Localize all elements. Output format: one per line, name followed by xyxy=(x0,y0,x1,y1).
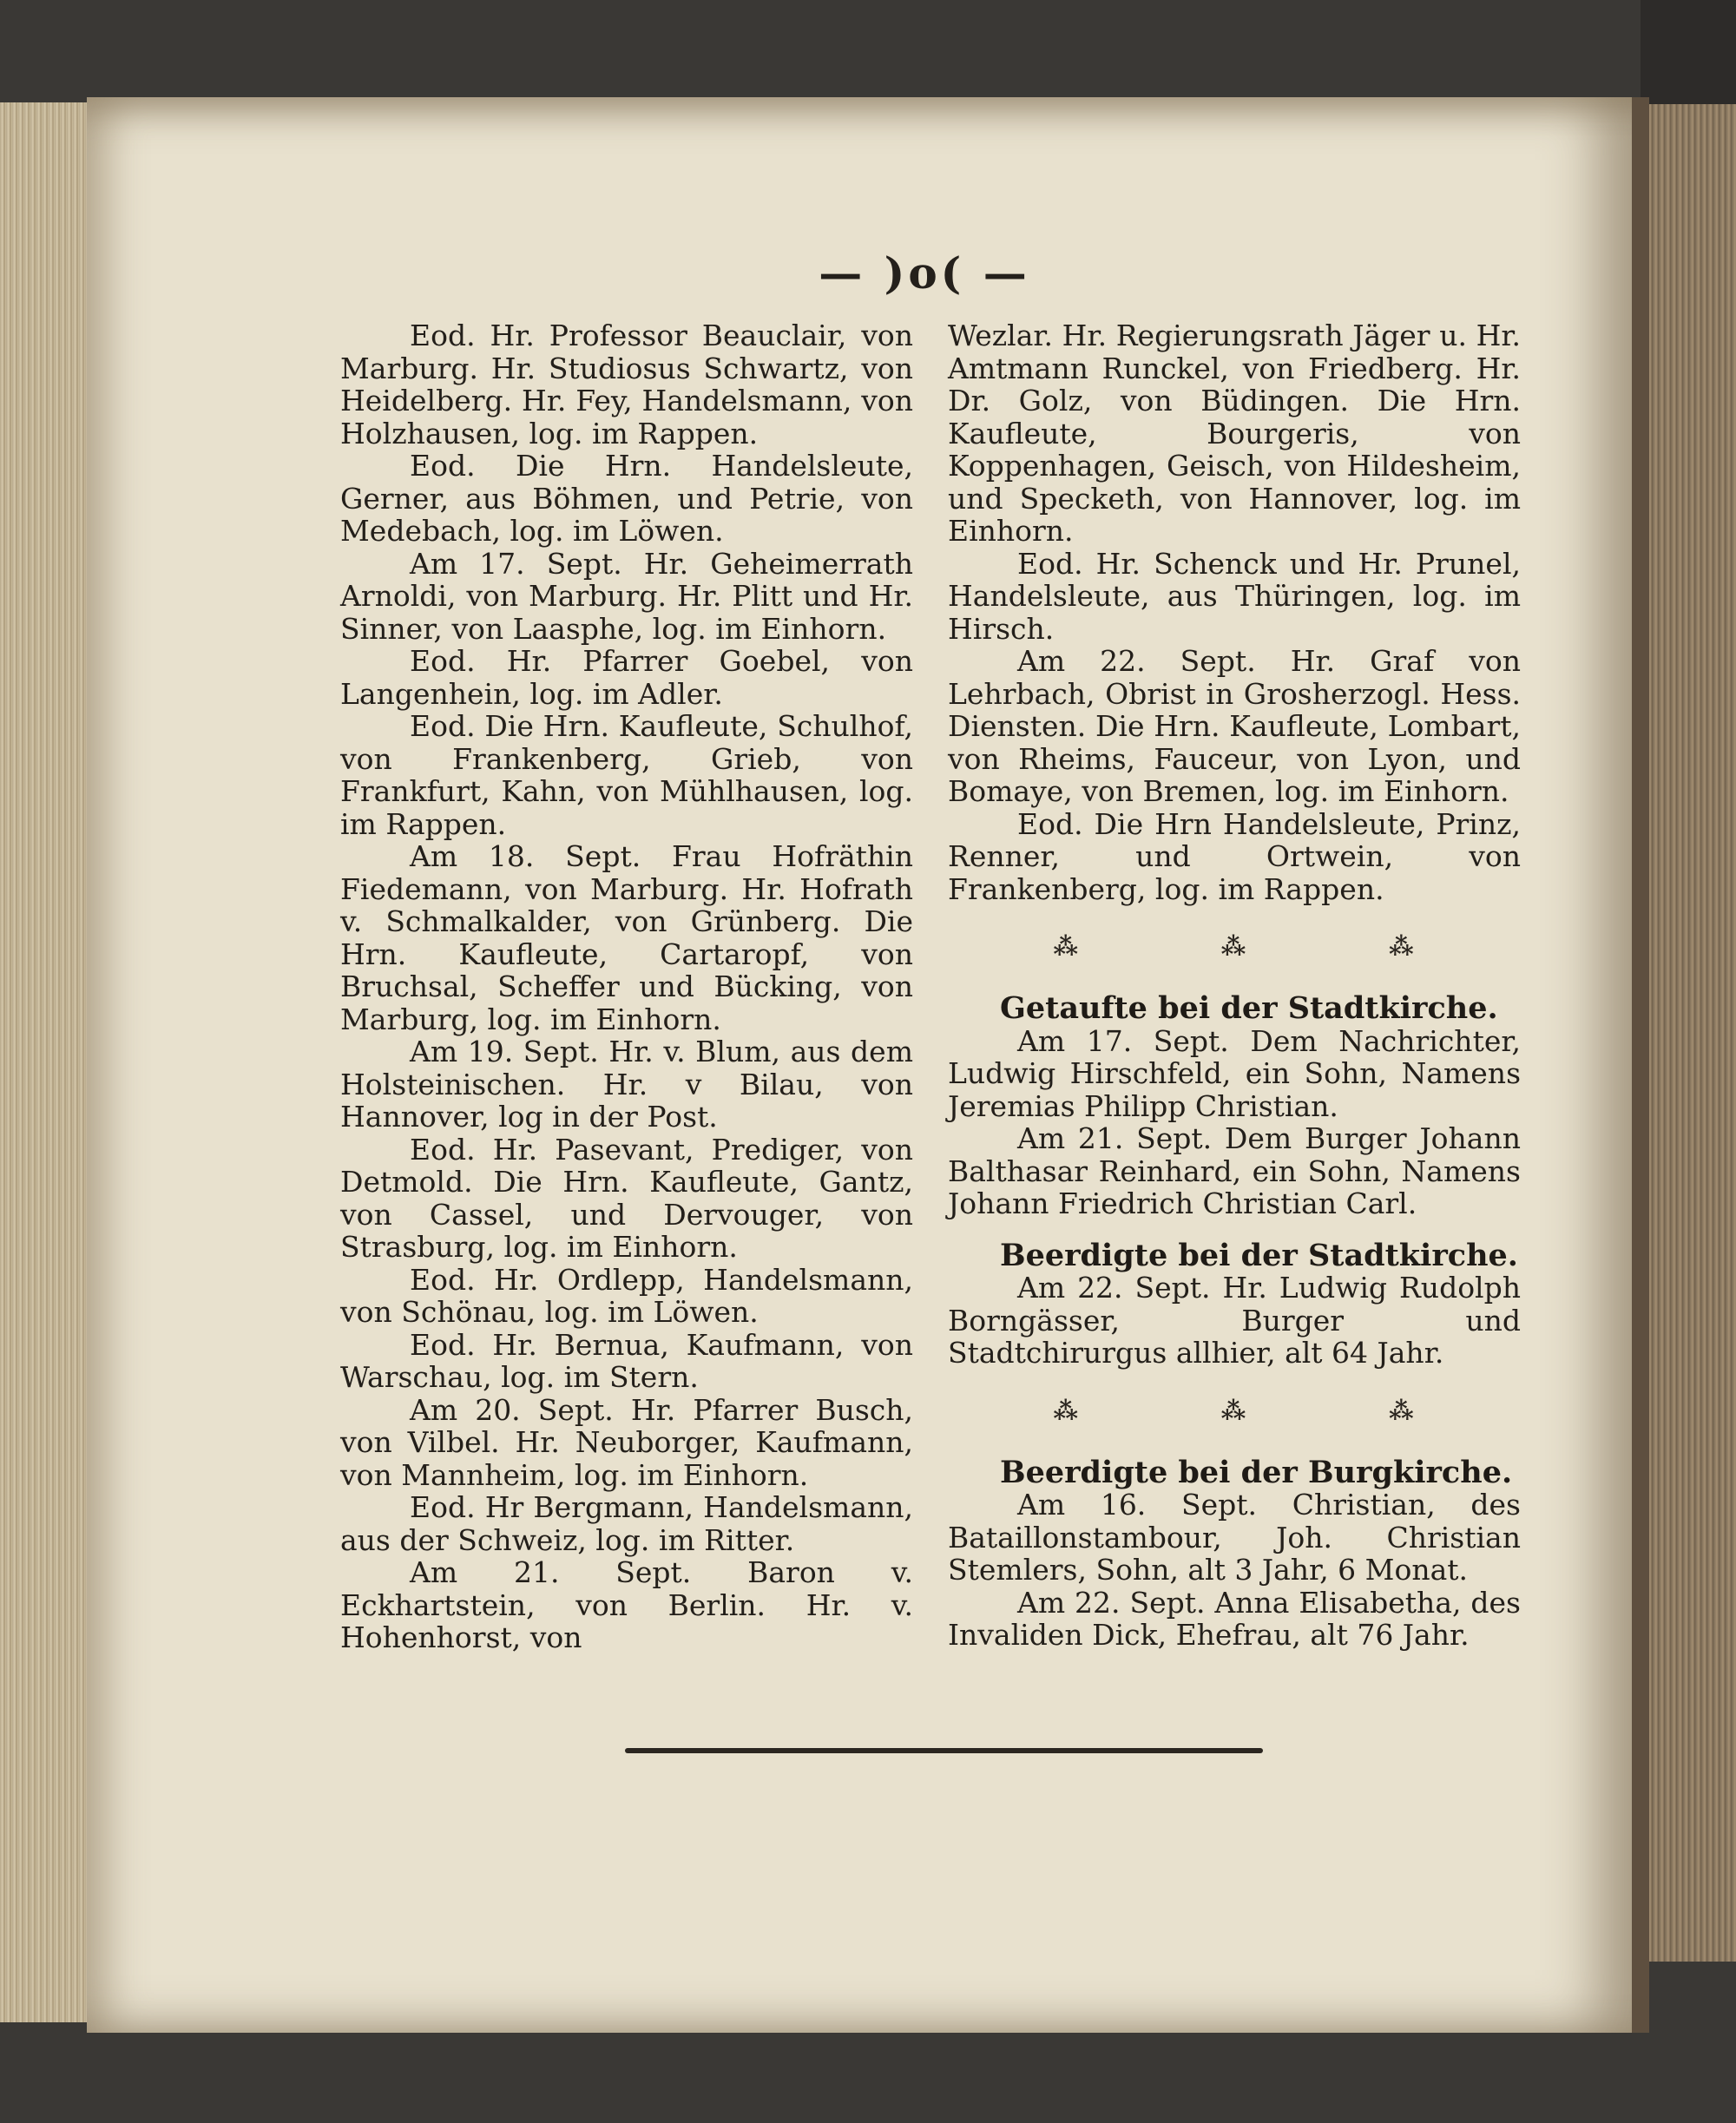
arrival-entry: Am 20. Sept. Hr. Pfarrer Busch, von Vilbel. Hr. Neuborger, Kaufmann, von Mannheim, log. im Einhorn. xyxy=(340,1392,913,1492)
arrival-entry: Eod. Hr. Schenck und Hr. Prunel, Handelsleute, aus Thüringen, log. im Hirsch. xyxy=(948,546,1521,646)
asterism-ornament: ⁂ xyxy=(1388,932,1416,962)
baptism-entry: Am 17. Sept. Dem Nachrichter, Ludwig Hirschfeld, ein Sohn, Namens Jeremias Philipp Christian. xyxy=(948,1023,1521,1123)
page-end-rule xyxy=(625,1748,1263,1753)
asterism-ornament: ⁂ xyxy=(1053,1396,1080,1425)
arrival-entry: Am 19. Sept. Hr. v. Blum, aus dem Holsteinischen. Hr. v Bilau, von Hannover, log in der Post. xyxy=(340,1035,913,1134)
buried-stadtkirche-heading: Beerdigte bei der Stadtkirche. xyxy=(1000,1237,1518,1273)
burial-entry: Am 22. Sept. Hr. Ludwig Rudolph Borngässer, Burger und Stadtchirurgus allhier, alt 64 Jahr. xyxy=(948,1271,1521,1370)
arrival-entry: Am 17. Sept. Hr. Geheimerrath Arnoldi, von Marburg. Hr. Plitt und Hr. Sinner, von Laasphe, log. im Einhorn. xyxy=(340,546,913,646)
arrival-entry: Am 18. Sept. Frau Hofräthin Fiedemann, von Marburg. Hr. Hofrath v. Schmalkalder, von Grünberg. Die Hrn. Kaufleute, Cartaropf, von Bruchsal, Scheffer und Bücking, von Marburg, log. im Einhorn. xyxy=(340,839,913,1036)
arrival-entry: Eod. Hr. Bernua, Kaufmann, von Warschau, log. im Stern. xyxy=(340,1327,913,1394)
arrival-entry: Eod. Hr. Professor Beauclair, von Marburg. Hr. Studiosus Schwartz, von Heidelberg. Hr. Fey, Handelsmann, von Holzhausen, log. im Rappen. xyxy=(340,319,913,450)
arrival-entry: Am 21. Sept. Baron v. Eckhartstein, von Berlin. Hr. v. Hohenhorst, von xyxy=(340,1555,913,1654)
asterism-ornament: ⁂ xyxy=(1220,932,1248,962)
section-divider-stars xyxy=(948,921,1521,973)
arrival-entry: Eod. Die Hrn. Kaufleute, Schulhof, von Frankenberg, Grieb, von Frankfurt, Kahn, von Mühlhausen, log. im Rappen. xyxy=(340,709,913,841)
baptism-entry: Am 21. Sept. Dem Burger Johann Balthasar Reinhard, ein Sohn, Namens Johann Friedrich Christian Carl. xyxy=(948,1121,1521,1220)
arrival-entry: Eod. Hr. Pfarrer Goebel, von Langenhein, log. im Adler. xyxy=(340,644,913,711)
burial-entry: Am 16. Sept. Christian, des Bataillonstambour, Joh. Christian Stemlers, Sohn, alt 3 Jahr, 6 Monat. xyxy=(948,1488,1521,1587)
buried-burgkirche-heading: Beerdigte bei der Burgkirche. xyxy=(1000,1454,1513,1490)
arrival-entry: Eod. Hr Bergmann, Handelsmann, aus der Schweiz, log. im Ritter. xyxy=(340,1490,913,1557)
arrival-entry: Eod. Hr. Ordlepp, Handelsmann, von Schönau, log. im Löwen. xyxy=(340,1262,913,1329)
section-divider-stars xyxy=(948,1385,1521,1437)
asterism-ornament: ⁂ xyxy=(1220,1396,1248,1425)
arrival-entry: Eod. Hr. Pasevant, Prediger, von Detmold. Die Hrn. Kaufleute, Gantz, von Cassel, und Dervouger, von Strasburg, log. im Einhorn. xyxy=(340,1132,913,1264)
arrival-entry: Eod. Die Hrn. Handelsleute, Gerner, aus Böhmen, und Petrie, von Medebach, log. im Löwen. xyxy=(340,449,913,548)
baptized-heading: Getaufte bei der Stadtkirche. xyxy=(1000,990,1498,1026)
arrival-entry: Wezlar. Hr. Regierungsrath Jäger u. Hr. Amtmann Runckel, von Friedberg. Hr. Dr. Golz, von Büdingen. Die Hrn. Kaufleute, Bourgeris, von Koppenhagen, Geisch, von Hildesheim, und Specketh, von Hannover, log. im Einhorn. xyxy=(948,319,1521,548)
left-column xyxy=(340,319,913,1654)
book-page-edges-right xyxy=(1641,104,1736,1962)
arrival-entry: Am 22. Sept. Hr. Graf von Lehrbach, Obrist in Grosherzogl. Hess. Diensten. Die Hrn. Kaufleute, Lombart, von Rheims, Fauceur, von Lyon, und Bomaye, von Bremen, log. im Einhorn. xyxy=(948,644,1521,808)
asterism-ornament: ⁂ xyxy=(1388,1396,1416,1425)
book-background xyxy=(1641,0,1736,113)
arrival-entry: Eod. Die Hrn Handelsleute, Prinz, Renner, und Ortwein, von Frankenberg, log. im Rappen. xyxy=(948,806,1521,906)
page-header-ornament: — )o( — xyxy=(819,247,1030,299)
right-column xyxy=(948,319,1521,1652)
asterism-ornament: ⁂ xyxy=(1053,932,1080,962)
burial-entry: Am 22. Sept. Anna Elisabetha, des Invaliden Dick, Ehefrau, alt 76 Jahr. xyxy=(948,1585,1521,1652)
